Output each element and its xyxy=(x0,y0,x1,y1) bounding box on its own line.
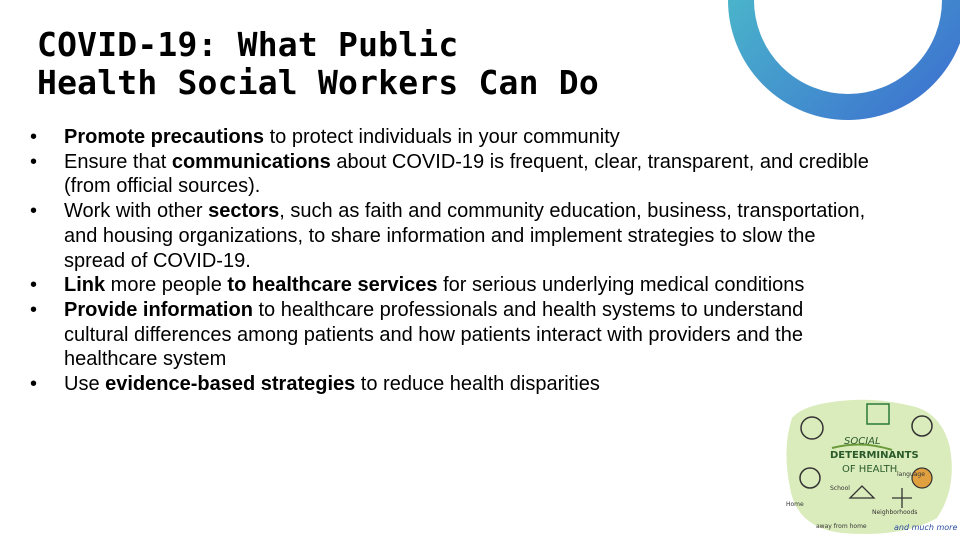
sketch-tag-home: Home xyxy=(786,501,804,508)
bullet-text: about COVID-19 is frequent, clear, transparent, and credible (from official sources). xyxy=(64,150,869,198)
bullet-item xyxy=(30,298,870,372)
bullet-bold-text: to healthcare services xyxy=(227,274,438,297)
sketch-title-line-1: SOCIAL xyxy=(844,436,881,447)
bullet-item xyxy=(30,150,870,199)
title-line-1: COVID-19: What Public xyxy=(37,25,459,64)
bullet-text: to protect individuals in your community xyxy=(264,126,620,148)
bullet-text: Work with other xyxy=(64,200,209,223)
bullet-bold-text: Provide information xyxy=(64,298,253,321)
sketch-tag-away: away from home xyxy=(816,523,867,530)
bullet-item xyxy=(30,372,870,397)
sketch-title-line-3: OF HEALTH xyxy=(842,464,898,475)
decorative-ring xyxy=(720,0,960,130)
bullet-text: Ensure that xyxy=(64,150,172,173)
bullet-item xyxy=(30,125,870,150)
bullet-bold-text: Link xyxy=(64,274,106,297)
social-determinants-sketch xyxy=(772,378,960,540)
bullet-bold-text: Promote precautions xyxy=(64,126,265,148)
bullet-list xyxy=(30,125,870,397)
bullet-text: more people xyxy=(105,274,228,297)
bullet-text: for serious underlying medical conditions xyxy=(437,274,805,297)
sketch-title-line-2: DETERMINANTS xyxy=(830,450,919,461)
bullet-bold-text: communications xyxy=(171,150,331,173)
sketch-tag-language: language xyxy=(897,471,925,478)
bullet-bold-text: evidence-based strategies xyxy=(105,373,356,396)
bullet-text: to reduce health disparities xyxy=(355,373,600,396)
bullet-item xyxy=(30,273,870,298)
bullet-text: , such as faith and community education, business, transportation, and housing organizations, to share information and implement strategies to slow the spread of COVID-19. xyxy=(64,200,866,272)
bullet-text: Use xyxy=(64,373,106,396)
bullet-text: to healthcare professionals and health systems to understand cultural differences among patients and how patients interact with providers and the healthcare system xyxy=(64,298,804,371)
slide-title xyxy=(37,26,599,102)
sketch-tag-bottom: and much more xyxy=(894,523,958,532)
title-line-2: Health Social Workers Can Do xyxy=(37,63,599,102)
bullet-bold-text: sectors xyxy=(208,200,280,223)
sketch-tag-neighborhoods: Neighborhoods xyxy=(872,509,918,516)
sketch-tag-school: School xyxy=(830,485,850,492)
bullet-item xyxy=(30,199,870,273)
